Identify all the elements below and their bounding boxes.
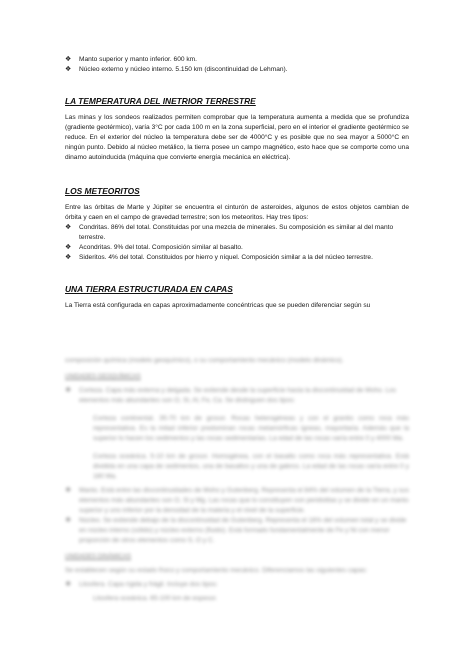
diamond-bullet-icon: ❖ (65, 66, 72, 73)
subheading: UNIDADES DINÁMICAS (65, 554, 132, 560)
text-line: menor proporción de otros elementos como S, O y C. (79, 527, 390, 544)
paragraph: Se establecen según su estado físico y comportamiento mecánico. Diferenciamos las siguientes capas: (65, 567, 368, 574)
diamond-bullet-icon: ❖ (65, 56, 72, 63)
section-heading-meteorites: LOS METEORITOS (65, 186, 140, 196)
list-item-text: Litosfera. Capa rígida y frágil. Incluye dos tipos: (79, 581, 218, 588)
diamond-bullet-icon: ❖ (65, 244, 72, 251)
paragraph-temperature (65, 113, 409, 163)
diamond-bullet-icon: ❖ (65, 517, 72, 524)
paragraph-layers (65, 301, 409, 311)
list-item-text: Acondritas. 9% del total. Composición similar al basalto. (79, 244, 243, 251)
text-line: profundiza (gradiente geotérmico), varía 3°C por cada 100 m en la zona superficial, pero en el interior el (65, 114, 409, 131)
text-line: Moho. Los elementos más abundantes son O, Si, Al, Fe, Ca. Se distinguen dos tipos: (79, 387, 397, 404)
text-line: que no sea mayor a 5000°C en ningún punto. Debido al núcleo metálico, la tierra posee un campo (65, 134, 409, 151)
text-line: superior lo hacen los sedimentos y las rocas sedimentarias. La edad de las rocas varía entre 0 y 4000 Ma. (93, 435, 404, 442)
text-line: divide en núcleo interno (sólido) y núcleo externo (fluido). Está formado fundamentalmente de Fe y Ni con (79, 517, 407, 534)
diamond-bullet-icon: ❖ (65, 254, 72, 261)
text-line: entre 0 y 180 Ma. (93, 463, 409, 480)
list-item-text (79, 386, 409, 406)
list-item-text: Manto superior y manto inferior. 600 km. (79, 56, 198, 63)
text-line: Núcleo. Se extiende debajo de la discontinuidad de Gutenberg. Representa el 16% del volumen total y se (79, 517, 388, 524)
text-line: La Tierra está configurada en capas aproximadamente concéntricas que se pueden diferenciar según su (65, 302, 371, 309)
text-line: mecánica en eléctrica). (222, 154, 291, 161)
diamond-bullet-icon: ❖ (65, 487, 72, 494)
section-heading-temperature: LA TEMPERATURA DEL INETRIOR TERRESTRE (65, 96, 256, 106)
text-line: Tierra, y sus elementos más abundantes son O, Si y Mg. Las rocas que lo constituyen son peridotitas y se divide (79, 487, 409, 504)
list-item-text: Sideritos. 4% del total. Constituidos por hierro y níquel. Composición similar a la del núcleo terrestre. (79, 254, 373, 261)
text-line: Condritas. 86% del total. Constituidas por una mezcla de minerales. Su composición es similar al del (79, 224, 373, 231)
text-line: Corteza. Capa más externa y delgada. Se extiende desde la superficie hasta la discontinuidad de (79, 387, 364, 394)
list-item (65, 223, 409, 243)
list-item (65, 386, 409, 406)
list-item (65, 253, 409, 263)
list-item (65, 243, 409, 253)
paragraph (65, 414, 409, 444)
text-line: cambian de órbita y caen en el campo de gravedad terrestre; son los meteoritos. Hay tres tipos: (65, 204, 409, 221)
blurred-preview-content (65, 356, 409, 604)
subheading: UNIDADES GEOQUÍMICAS (65, 374, 141, 380)
list-item (65, 486, 409, 516)
paragraph: Litosfera oceánica. 65-100 km de espesor. (93, 595, 218, 602)
text-line: Está dividida en una capa de sedimentos, una de basaltos y una de gabros. La edad de las rocas varía (93, 453, 409, 470)
list-item-text (79, 223, 409, 243)
text-line: Entre las órbitas de Marte y Júpiter se encuentra el cinturón de asteroides, algunos de estos objetos (65, 204, 372, 211)
list-item-text (79, 516, 409, 546)
list-item (65, 516, 409, 546)
list-item (65, 580, 409, 590)
diamond-bullet-icon: ❖ (65, 224, 72, 231)
text-line: Manto. Está entre las discontinuidades de Moho y Gutenberg. Representa el 84% del volumen de la (79, 487, 372, 494)
text-line: manto terrestre. (79, 224, 394, 241)
text-line: composición química (modelo geoquímico), o su comportamiento mecánico (modelo dinámico). (65, 357, 344, 364)
list-item (65, 65, 409, 75)
list-item-text (79, 486, 409, 516)
section-heading-layers: UNA TIERRA ESTRUCTURADA EN CAPAS (65, 284, 233, 294)
document-content (65, 55, 409, 311)
list-item (65, 55, 409, 65)
diamond-bullet-icon: ❖ (65, 581, 72, 588)
text-line: Corteza oceánica. 5-10 km de grosor. Homogénea, con el basalto como roca más representativa. (93, 453, 393, 460)
list-item-text: Núcleo externo y núcleo interno. 5.150 km (discontinuidad de Lehman). (79, 66, 288, 73)
text-line: representativa. Es la mitad inferior predominan rocas metamórficas ígneas, mayoritaria. Además que la (93, 425, 409, 432)
text-line: gradiente geotérmico se reduce. En el exterior del núcleo la temperatura debe ser de 4000°C y es posible (65, 124, 409, 141)
diamond-bullet-icon: ❖ (65, 387, 72, 394)
text-line: magnético, esto hace que se comporte como una dinamo autoinducida (máquina que convierte energía (65, 144, 409, 161)
text-line: Las minas y los sondeos realizados permiten comprobar que la temperatura aumenta a medida que se (65, 114, 376, 121)
text-line: Corteza continental. 35-70 km de grosor. Rocas heterogéneas y con el granito como roca más (93, 415, 409, 422)
paragraph (65, 452, 409, 482)
text-line: en un manto superior y uno inferior por la densidad de la materia y el nivel de la superficie. (79, 497, 409, 514)
paragraph-meteorites (65, 203, 409, 223)
